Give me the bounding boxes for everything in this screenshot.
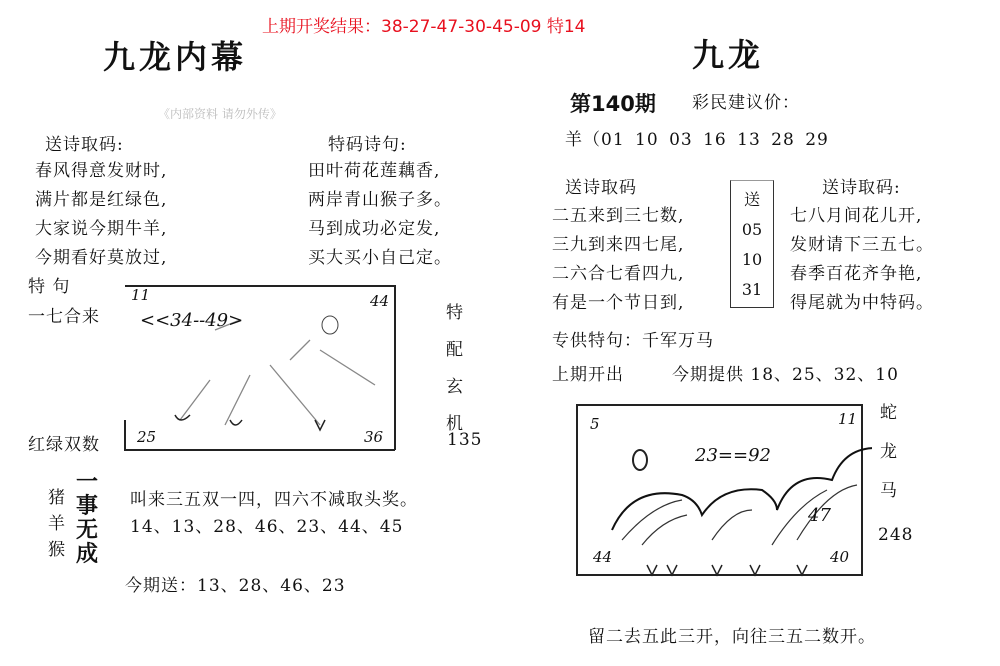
right-poem2 bbox=[790, 202, 934, 318]
animals bbox=[48, 485, 66, 563]
poem-line: 春风得意发财时, bbox=[35, 161, 168, 181]
poem-line: 发财请下三五七。 bbox=[790, 235, 934, 255]
animal: 羊 bbox=[48, 514, 66, 534]
poem-line: 大家说今期牛羊, bbox=[35, 219, 168, 239]
box-item: 05 bbox=[741, 220, 763, 239]
send-box bbox=[730, 180, 774, 308]
right-side-number: 248 bbox=[878, 525, 914, 545]
sketch-label-tl: 11 bbox=[131, 286, 151, 304]
te-ju-value: 一七合来 bbox=[28, 307, 100, 327]
left-poem1-heading: 送诗取码: bbox=[45, 135, 124, 155]
right-title: 九龙 bbox=[692, 36, 765, 74]
left-sketch-box bbox=[120, 280, 400, 455]
poem-line: 满片都是红绿色, bbox=[35, 190, 168, 210]
provide-numbers: 今期提供 18、25、32、10 bbox=[672, 365, 899, 385]
poem-line: 二五来到三七数, bbox=[552, 206, 685, 226]
right-sketch-box bbox=[572, 400, 872, 580]
special-label: 专供特句：千军万马 bbox=[552, 331, 714, 351]
sketch-label-tr: 11 bbox=[838, 410, 858, 428]
sketch-label-br: 36 bbox=[364, 428, 384, 446]
animal: 猴 bbox=[48, 540, 66, 560]
left-poem2 bbox=[308, 157, 452, 273]
idiom-vertical bbox=[76, 470, 98, 566]
sketch-label-bl: 25 bbox=[137, 428, 157, 446]
idiom-char: 一 bbox=[76, 469, 99, 495]
sketch-label-mid: 23==92 bbox=[695, 445, 771, 466]
sketch-label-num: 47 bbox=[808, 505, 831, 526]
last-draw-result-banner: 上期开奖结果：38-27-47-30-45-09 特14 bbox=[262, 17, 586, 37]
sketch-label-tl: 5 bbox=[590, 415, 600, 433]
poem-line: 七八月间花儿开, bbox=[790, 206, 923, 226]
sketch-label-mid: <<34--49> bbox=[140, 310, 244, 331]
animal: 猪 bbox=[48, 488, 66, 508]
hong-lv-label: 红绿双数 bbox=[28, 435, 100, 455]
right-poem1-heading: 送诗取码 bbox=[565, 178, 637, 198]
issue-number: 第140期 bbox=[570, 92, 656, 116]
side-char: 蛇 bbox=[880, 403, 897, 423]
numbers-line: 羊（01 10 03 16 13 28 29 bbox=[565, 130, 829, 150]
side-char: 玄 bbox=[446, 377, 463, 397]
left-side-number: 135 bbox=[447, 430, 483, 450]
te-ju-label: 特 句 bbox=[28, 277, 71, 297]
side-char: 配 bbox=[446, 340, 463, 360]
side-char: 龙 bbox=[880, 442, 897, 462]
sketch-label-br: 40 bbox=[830, 548, 850, 566]
right-poem1 bbox=[552, 202, 684, 318]
left-line2: 14、13、28、46、23、44、45 bbox=[130, 517, 404, 537]
left-subtitle-faint: 《内部资料 请勿外传》 bbox=[158, 107, 282, 121]
last-open-label: 上期开出 bbox=[552, 365, 624, 385]
left-side-vertical bbox=[446, 298, 463, 434]
poem-line: 二六合七看四九, bbox=[552, 264, 685, 284]
left-title: 九龙内幕 bbox=[103, 38, 248, 76]
poem-line: 得尾就为中特码。 bbox=[790, 293, 934, 313]
poem-line: 有是一个节日到, bbox=[552, 293, 685, 313]
box-item: 31 bbox=[741, 280, 763, 299]
price-label: 彩民建议价： bbox=[692, 93, 800, 113]
left-send: 今期送：13、28、46、23 bbox=[125, 576, 346, 596]
sketch-label-tr: 44 bbox=[370, 292, 390, 310]
left-poem1 bbox=[35, 157, 167, 273]
sketch-label-bl: 44 bbox=[593, 548, 613, 566]
idiom-char: 成 bbox=[76, 541, 99, 567]
left-line1: 叫来三五双一四，四六不减取头奖。 bbox=[130, 490, 418, 510]
right-poem2-heading: 送诗取码: bbox=[822, 178, 901, 198]
side-char: 马 bbox=[880, 481, 897, 501]
left-poem2-heading: 特码诗句: bbox=[328, 135, 407, 155]
idiom-char: 无 bbox=[76, 517, 99, 543]
poem-line: 春季百花齐争艳, bbox=[790, 264, 923, 284]
side-char: 特 bbox=[446, 303, 463, 323]
side-char: 机 bbox=[446, 414, 463, 434]
box-item: 送 bbox=[743, 190, 760, 209]
box-item: 10 bbox=[741, 250, 763, 269]
poem-line: 马到成功必定发, bbox=[308, 219, 441, 239]
poem-line: 买大买小自己定。 bbox=[308, 248, 452, 268]
poem-line: 两岸青山猴子多。 bbox=[308, 190, 452, 210]
poem-line: 田叶荷花莲藕香, bbox=[308, 161, 441, 181]
poem-line: 今期看好莫放过, bbox=[35, 248, 168, 268]
right-footer: 留二去五此三开，向往三五二数开。 bbox=[588, 627, 876, 647]
right-side-vertical bbox=[880, 398, 897, 501]
idiom-char: 事 bbox=[76, 493, 99, 519]
poem-line: 三九到来四七尾, bbox=[552, 235, 685, 255]
